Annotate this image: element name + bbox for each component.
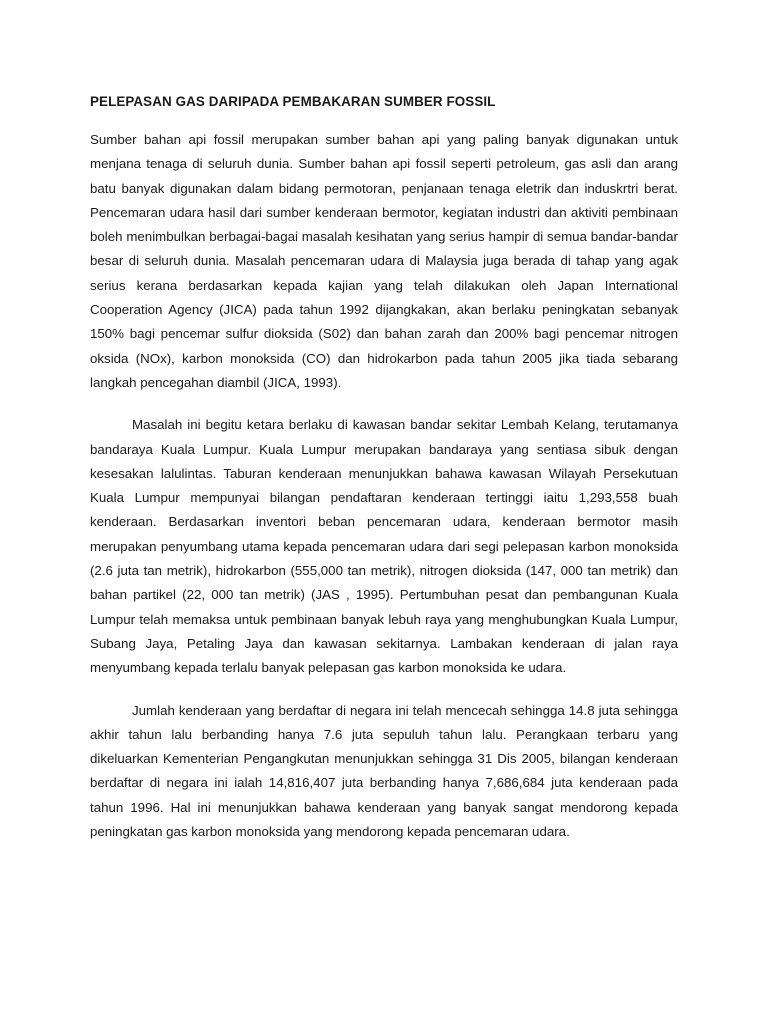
paragraph-klang-valley: Masalah ini begitu ketara berlaku di kawasan bandar sekitar Lembah Kelang, terutamanya bandaraya Kuala Lumpur. Kuala Lumpur merupakan bandaraya yang sentiasa sibuk dengan kesesakan lalulintas. Taburan kenderaan menunjukkan bahawa kawasan Wilayah Persekutuan Kuala Lumpur mempunyai bilangan pendaftaran kenderaan tertinggi iaitu 1,293,558 buah kenderaan. Berdasarkan inventori beban pencemaran udara, kenderaan bermotor masih merupakan penyumbang utama kepada pencemaran udara dari segi pelepasan karbon monoksida (2.6 juta tan metrik), hidrokarbon (555,000 tan metrik), nitrogen dioksida (147, 000 tan metrik) dan bahan partikel (22, 000 tan metrik) (JAS , 1995). Pertumbuhan pesat dan pembangunan Kuala Lumpur telah memaksa untuk pembinaan banyak lebuh raya yang menghubungkan Kuala Lumpur, Subang Jaya, Petaling Jaya dan kawasan sekitarnya. Lambakan kenderaan di jalan raya menyumbang kepada terlalu banyak pelepasan gas karbon monoksida ke udara. [90, 417, 678, 676]
document-title: PELEPASAN GAS DARIPADA PEMBAKARAN SUMBER FOSSIL [90, 94, 496, 109]
paragraph-intro: Sumber bahan api fossil merupakan sumber bahan api yang paling banyak digunakan untuk menjana tenaga di seluruh dunia. Sumber bahan api fossil seperti petroleum, gas asli dan arang batu banyak digunakan dalam bidang permotoran, penjanaan tenaga eletrik dan induskrtri berat. Pencemaran udara hasil dari sumber kenderaan bermotor, kegiatan industri dan aktiviti pembinaan boleh menimbulkan berbagai-bagai masalah kesihatan yang serius hampir di semua bandar-bandar besar di seluruh dunia. Masalah pencemaran udara di Malaysia juga berada di tahap yang agak serius kerana berdasarkan kepada kajian yang telah dilakukan oleh Japan International Cooperation Agency (JICA) pada tahun 1992 dijangkakan, akan berlaku peningkatan sebanyak 150% bagi pencemar sulfur dioksida (S02) dan bahan zarah dan 200% bagi pencemar nitrogen oksida (NOx), karbon monoksida (CO) dan hidrokarbon pada tahun 2005 jika tiada sebarang langkah pencegahan diambil (JICA, 1993). [90, 132, 678, 390]
paragraph-vehicle-registration: Jumlah kenderaan yang berdaftar di negara ini telah mencecah sehingga 14.8 juta sehingga akhir tahun lalu berbanding hanya 7.6 juta sepuluh tahun lalu. Perangkaan terbaru yang dikeluarkan Kementerian Pengangkutan menunjukkan sehingga 31 Dis 2005, bilangan kenderaan berdaftar di negara ini ialah 14,816,407 juta berbanding hanya 7,686,684 juta kenderaan pada tahun 1996. Hal ini menunjukkan bahawa kenderaan yang banyak sangat mendorong kepada peningkatan gas karbon monoksida yang mendorong kepada pencemaran udara. [90, 702, 678, 840]
